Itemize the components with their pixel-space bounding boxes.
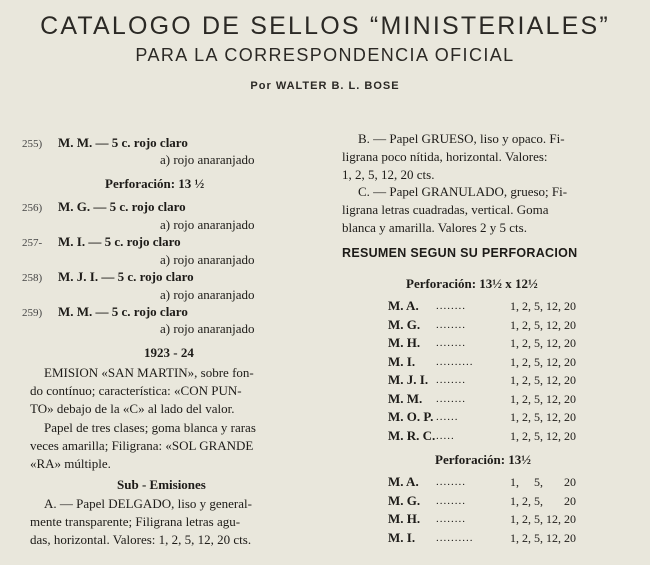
entry-text: M. J. I. — 5 c. rojo claro [58,269,194,284]
entry-256 [22,198,186,217]
row-values: 1, 2, 5, 12, 20 [510,391,576,406]
sub-emission-b-3: 1, 2, 5, 12, 20 cts. [342,167,435,182]
row-label: M. G. [388,316,421,332]
paper-text-2: veces amarilla; Filigrana: «SOL GRANDE [30,438,254,453]
row-label: M. I. [388,353,416,369]
row-values: 1, 2, 5, 20 [510,493,576,508]
row-label: M. A. [388,298,419,313]
entry-259-sub: a) rojo anaranjado [160,321,255,336]
row-label: M. H. [388,511,421,526]
entry-text: M. M. — 5 c. rojo claro [58,304,188,319]
row-values: 1, 2, 5, 12, 20 [510,428,576,443]
row-leader-dots: ........ [436,318,466,331]
perforation-heading: Perforación: 13 ½ [105,176,205,191]
sub-emission-c-2: ligrana letras cuadradas, vertical. Goma [342,202,549,217]
entry-256-sub: a) rojo anaranjado [160,217,255,232]
row-leader-dots: .......... [436,531,474,544]
paper-text-1: Papel de tres clases; goma blanca y raras [44,420,256,435]
entry-257 [22,233,181,252]
summary-heading: RESUMEN SEGUN SU PERFORACION [342,246,578,260]
year-heading: 1923 - 24 [144,345,194,360]
sub-emission-a-3: das, horizontal. Valores: 1, 2, 5, 12, 20 cts. [30,532,252,547]
row-label: M. H. [388,335,421,350]
paper-text-3: «RA» múltiple. [30,456,111,471]
row-leader-dots: .......... [436,355,474,368]
row-leader-dots: ........ [436,392,466,405]
row-leader-dots: ........ [436,513,466,525]
sub-emission-a-1: A. — Papel DELGADO, liso y general- [44,496,252,511]
row-leader-dots: ...... [436,411,459,423]
row-values: 1, 2, 5, 12, 20 [510,317,576,332]
row-values: 1, 2, 5, 12, 20 [510,354,576,369]
page-subtitle: PARA LA CORRESPONDENCIA OFICIAL [135,45,515,65]
emission-text-1: EMISION «SAN MARTIN», sobre fon- [44,365,254,380]
row-values: 1, 2, 5, 12, 20 [510,410,576,424]
row-leader-dots: ........ [436,300,466,312]
row-leader-dots: ........ [436,494,466,507]
entry-text: M. I. — 5 c. rojo claro [58,234,181,249]
row-label: M. J. I. [388,372,429,387]
sub-emission-b-2: ligrana poco nítida, horizontal. Valores: [342,149,548,164]
row-leader-dots: ..... [436,429,455,442]
entry-number: 259) [22,307,43,319]
entry-number: 256) [22,202,43,214]
row-values: 1, 2, 5, 12, 20 [510,530,576,545]
row-values: 1, 2, 5, 12, 20 [510,336,576,350]
row-values: 1, 5, 20 [510,475,576,489]
author-line: Por WALTER B. L. BOSE [250,80,400,92]
entry-258-sub: a) rojo anaranjado [160,287,255,302]
entry-text: M. G. — 5 c. rojo claro [58,199,186,214]
row-values: 1, 2, 5, 12, 20 [510,373,576,387]
entry-number: 257- [22,237,43,249]
row-label: M. G. [388,492,421,508]
perforation-a-heading: Perforación: 13½ x 12½ [406,276,538,291]
row-leader-dots: ........ [436,337,466,349]
entry-257-sub: a) rojo anaranjado [160,252,255,267]
perforation-b-heading: Perforación: 13½ [435,452,532,467]
sub-emission-c-1: C. — Papel GRANULADO, grueso; Fi- [358,184,568,199]
row-leader-dots: ........ [436,476,466,488]
row-label: M. M. [388,390,423,406]
row-label: M. O. P. [388,409,434,424]
row-leader-dots: ........ [436,374,466,386]
emission-text-3: TO» debajo de la «C» al lado del valor. [30,401,235,416]
sub-emission-c-3: blanca y amarilla. Valores 2 y 5 cts. [342,220,527,235]
sub-emission-b-1: B. — Papel GRUESO, liso y opaco. Fi- [358,131,565,146]
entry-258 [22,268,194,287]
row-values: 1, 2, 5, 12, 20 [510,512,576,526]
entry-text: M. M. — 5 c. rojo claro [58,135,188,150]
entry-255-sub: a) rojo anaranjado [160,152,255,167]
emission-text-2: do contínuo; característica: «CON PUN- [30,383,242,398]
row-values: 1, 2, 5, 12, 20 [510,299,576,313]
page-title: CATALOGO DE SELLOS “MINISTERIALES” [40,12,610,40]
sub-emissions-heading: Sub - Emisiones [117,477,206,492]
row-label: M. I. [388,529,416,545]
row-label: M. R. C. [388,427,436,443]
row-label: M. A. [388,474,419,489]
sub-emission-a-2: mente transparente; Filigrana letras agu- [30,514,241,529]
entry-number: 258) [22,272,43,284]
entry-number: 255) [22,138,43,150]
